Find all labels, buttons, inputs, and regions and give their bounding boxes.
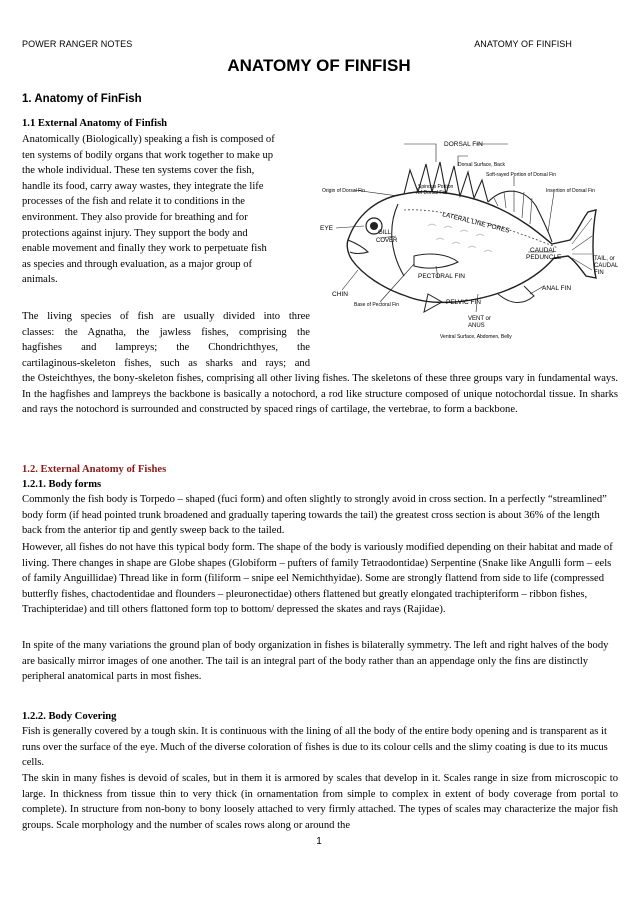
text-line: handle its food, carry away wastes, they integrate the life	[22, 180, 264, 192]
text-line: ten systems of bodily organs that work together to make up	[22, 149, 274, 161]
fish-mouth	[348, 240, 368, 254]
label-insertion: Insertion of Dorsal Fin	[546, 188, 595, 194]
label-vent-1: VENT or	[468, 316, 491, 322]
subsection-heading-external-anatomy: 1.1 External Anatomy of Finfish	[22, 118, 168, 129]
label-caudal-peduncle-1: CAUDAL	[530, 247, 557, 254]
section-heading: 1. Anatomy of FinFish	[22, 93, 142, 105]
label-lateral-line: LATERAL LINE PORES	[441, 211, 511, 235]
page-title: ANATOMY OF FINFISH	[227, 56, 411, 75]
body-covering-paragraph-1: Fish is generally covered by a tough skin. It is continuous with the lining of all the body of the entire body opening and is transparent as it runs over the surface of the eye. Much of the diverse coloration of fishes is due to its colour cells and the slimy coating is due to its mucus cells.	[22, 726, 608, 769]
label-base-pectoral: Base of Pectoral Fin	[354, 302, 400, 308]
text-line: as species and through evaluation, as a major group of	[22, 258, 253, 270]
fish-anatomy-diagram	[318, 136, 618, 368]
text-line: The living species of fish are usually divided into three	[22, 311, 310, 322]
label-anal-fin: ANAL FIN	[542, 285, 572, 292]
subsection-heading-body-covering: 1.2.2. Body Covering	[22, 711, 117, 722]
text-line: processes of the fish and relate it to conditions in the	[22, 196, 246, 208]
dorsal-fin-spines	[404, 162, 488, 202]
text-line: Anatomically (Biologically) speaking a fish is composed of	[22, 134, 275, 145]
lateral-line	[404, 210, 558, 248]
label-pelvic-fin: PELVIC FIN	[446, 299, 481, 306]
text-line: cartilaginous-skeleton fishes, such as sharks and rays; and	[22, 357, 310, 369]
dorsal-fin-soft	[488, 191, 552, 242]
body-forms-paragraph-2: However, all fishes do not have this typical body form. The shape of the body is variously modified depending on their habitat and made of living. There changes in shape are Globe shapes (Globiform – pufters of family Tetraodontidae) Serpentine (Snake like Angulli form – eels of family Anguillidae) Thread like in form (filiform – snipe eel Nemichthyidae). Some are strongly flattend from side to life (compressed butterfly fishes, chactodentidae and flounders – pleuronectidae) others flattened but greatly elongated trachipteriform – ribbon fishes, Trachipteridae) and till others flattoned form top to bottom/ depressed the skates and rays (Rajidae).	[22, 542, 613, 616]
label-origin-dorsal: Origin of Dorsal Fin	[322, 188, 366, 194]
running-header-right: ANATOMY OF FINFISH	[474, 39, 572, 49]
label-spinous-2: of Dorsal Fin	[418, 190, 447, 196]
label-dorsal-fin: DORSAL FIN	[444, 141, 483, 148]
body-covering-paragraph-2: The skin in many fishes is devoid of scales, but in them it is armored by scales that develop in it. Scales range in size from microscopic to large. In thickness from tissue thin to very thick (in ornamentation from simple to complex in extent of body coverage from portal to complete). In structure from non-bony to bony loosely attached to very firmly attached. The types of scales may characterize the major fish groups. Scale morphology and the number of scales rows along or around the	[22, 773, 618, 831]
label-pectoral-fin: PECTORAL FIN	[418, 273, 465, 280]
label-spinous-1: Spinous Portion	[418, 184, 454, 190]
fish-classes-paragraph-narrow	[22, 309, 310, 371]
text-line: hagfishes and lampreys; the Chondrichthyes, the	[22, 342, 310, 354]
label-soft-rayed: Soft-rayed Portion of Dorsal Fin	[486, 172, 557, 178]
intro-paragraph	[22, 132, 310, 288]
body-symmetry-paragraph: In spite of the many variations the ground plan of body organization in fishes is bilaterally symmetry. The left and right halves of the body are basically mirror images of one another. The tail is an integral part of the body rather than an appendage only the fins are distinctly peripheral anatomical parts in most fishes.	[22, 640, 609, 683]
label-ventral-surface: Ventral Surface, Abdomen, Belly	[440, 334, 512, 340]
label-dorsal-surface: Dorsal Surface, Back	[458, 162, 505, 168]
label-eye: EYE	[320, 225, 334, 232]
label-gill-2: COVER	[376, 238, 398, 244]
subsection-heading-body-forms: 1.2.1. Body forms	[22, 479, 102, 490]
label-tail-2: CAUDAL	[594, 263, 618, 269]
label-tail-1: TAIL, or	[594, 256, 615, 262]
pelvic-fin	[424, 294, 442, 312]
pectoral-fin	[414, 254, 458, 268]
page-number: 1	[316, 836, 322, 847]
running-header-left: POWER RANGER NOTES	[22, 39, 133, 49]
subsection-heading-external-anatomy-fishes: 1.2. External Anatomy of Fishes	[22, 464, 167, 475]
text-line: animals.	[22, 274, 58, 286]
text-line: protections against injury. They support the body and	[22, 227, 248, 239]
text-line: environment. They also provide for breathing and for	[22, 211, 248, 223]
anal-fin	[498, 286, 534, 303]
label-tail-3: FIN	[594, 270, 604, 276]
text-line: classes: the Agnatha, the jawless fishes, comprising the	[22, 326, 310, 338]
label-chin: CHIN	[332, 291, 348, 298]
text-line: the whole individual. These ten systems cover the fish,	[22, 165, 255, 177]
label-gill-1: GILL	[378, 230, 392, 236]
label-caudal-peduncle-2: PEDUNCLE	[526, 254, 562, 261]
label-vent-2: ANUS	[468, 323, 485, 329]
text-line: enable movement and finally they work to perpetuate fish	[22, 243, 267, 255]
body-forms-paragraph-1: Commonly the fish body is Torpedo – shaped (fuci form) and often slightly to strongly avoid in cross section. In a perfectly “streamlined” body form (if head pointed trunk broadened and gradually tapering towards the tail) the greatest cross section is about 36% of the length back from the anterior tip and gently sweep back to the tailed.	[22, 494, 607, 537]
fish-classes-paragraph-wide: the Osteichthyes, the bony-skeleton fishes, comprising all other living fishes. The skeletons of these three groups vary in fundamental ways. In the hagfishes and lampreys the backbone is basically a notochord, a rod like structure composed of unique notochordal tissue. In sharks and rays the notochord is surrounded and constructed by spaced rings of cartilage, the vertebrae, to form a backbone.	[22, 373, 618, 416]
